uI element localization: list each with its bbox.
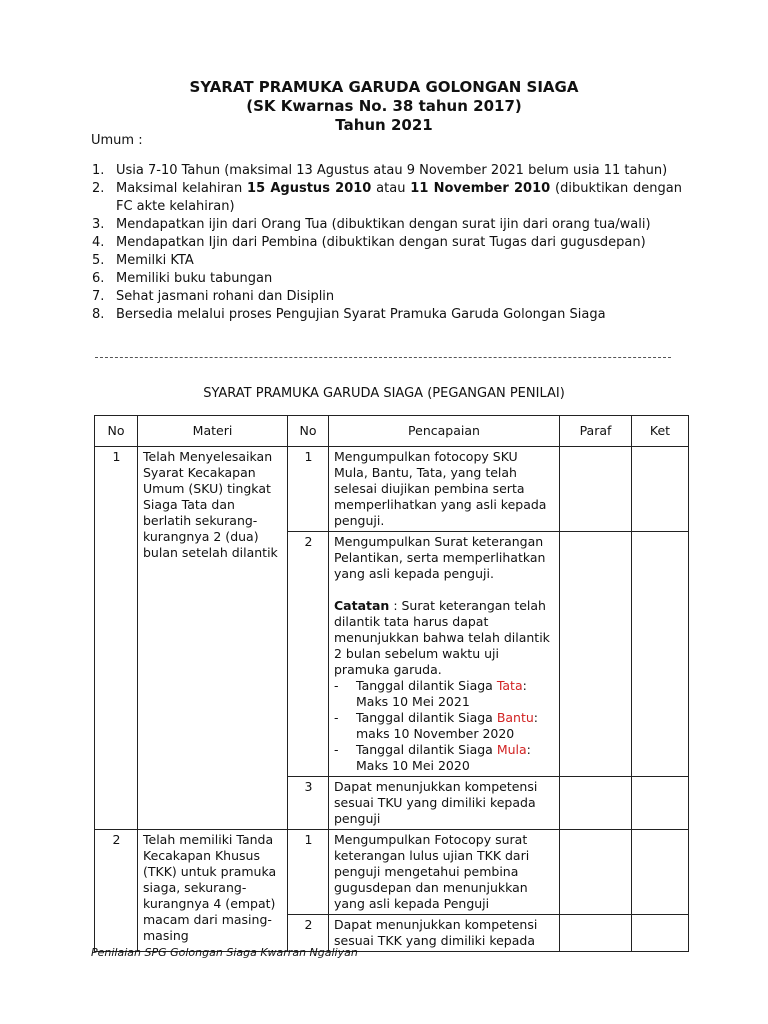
pencapaian-cell: Dapat menunjukkan kompetensi sesuai TKK yang dimiliki kepada: [329, 915, 560, 952]
pencapaian-cell: Mengumpulkan fotocopy SKU Mula, Bantu, Tata, yang telah selesai diujikan pembina serta memperlihatkan yang asli kepada penguji.: [329, 447, 560, 532]
row-number: 1: [95, 447, 138, 830]
title-line-3: Tahun 2021: [335, 116, 433, 134]
ket-cell: [632, 915, 689, 952]
list-item: - Tanggal dilantik Siaga Bantu: maks 10 November 2020: [334, 710, 539, 741]
header-pencapaian: Pencapaian: [329, 416, 560, 447]
materi-cell: Telah memiliki Tanda Kecakapan Khusus (TKK) untuk pramuka siaga, sekurang-kurangnya 4 (empat) macam dari masing-masing: [138, 830, 288, 952]
catatan-note: Catatan : Surat keterangan telah dilantik tata harus dapat menunjukkan bahwa telah dilantik 2 bulan sebelum waktu uji pramuka garuda.: [334, 598, 550, 677]
list-item: 4. Mendapatkan Ijin dari Pembina (dibuktikan dengan surat Tugas dari gugusdepan): [92, 235, 646, 250]
document-title: [0, 78, 768, 135]
header-ket: Ket: [632, 416, 689, 447]
sub-number: 1: [288, 447, 329, 532]
table-header-row: [95, 416, 689, 447]
paraf-cell: [560, 447, 632, 532]
list-item: 5. Memilki KTA: [92, 253, 194, 268]
paraf-cell: [560, 532, 632, 777]
page-footer: Penilaian SPG Golongan Siaga Kwarran Ngaliyan: [91, 946, 358, 959]
table-row: [95, 447, 689, 532]
list-item: 2. Maksimal kelahiran 15 Agustus 2010 atau 11 November 2010 (dibuktikan dengan FC akte kelahiran): [92, 181, 682, 214]
title-line-2: (SK Kwarnas No. 38 tahun 2017): [246, 97, 522, 115]
materi-cell: Telah Menyelesaikan Syarat Kecakapan Umum (SKU) tingkat Siaga Tata dan berlatih sekurang-kurangnya 2 (dua) bulan setelah dilantik: [138, 447, 288, 830]
section-title: SYARAT PRAMUKA GARUDA SIAGA (PEGANGAN PENILAI): [203, 386, 565, 401]
list-item: - Tanggal dilantik Siaga Mula: Maks 10 Mei 2020: [334, 742, 531, 773]
pencapaian-cell: Mengumpulkan Fotocopy surat keterangan lulus ujian TKK dari penguji mengetahui pembina gugusdepan dan menunjukkan yang asli kepada Penguji: [329, 830, 560, 915]
header-materi: Materi: [138, 416, 288, 447]
ket-cell: [632, 447, 689, 532]
list-item: 7. Sehat jasmani rohani dan Disiplin: [92, 289, 335, 304]
row-number: 2: [95, 830, 138, 952]
list-item: 6. Memiliki buku tabungan: [92, 271, 273, 286]
sub-number: 2: [288, 532, 329, 777]
title-line-1: SYARAT PRAMUKA GARUDA GOLONGAN SIAGA: [189, 78, 579, 96]
paraf-cell: [560, 915, 632, 952]
date-list: [334, 678, 555, 774]
list-item: - Tanggal dilantik Siaga Tata: Maks 10 Mei 2021: [334, 678, 527, 709]
assessment-table: [94, 415, 689, 952]
ket-cell: [632, 532, 689, 777]
pencapaian-text: Mengumpulkan Surat keterangan Pelantikan, serta memperlihatkan yang asli kepada penguji.: [334, 534, 546, 581]
list-item: 3. Mendapatkan ijin dari Orang Tua (dibuktikan dengan surat ijin dari orang tua/wali): [92, 217, 651, 232]
paraf-cell: [560, 777, 632, 830]
sub-number: 3: [288, 777, 329, 830]
general-requirements-list: [92, 162, 682, 324]
ket-cell: [632, 777, 689, 830]
header-paraf: Paraf: [560, 416, 632, 447]
paraf-cell: [560, 830, 632, 915]
ket-cell: [632, 830, 689, 915]
pencapaian-cell: Dapat menunjukkan kompetensi sesuai TKU yang dimiliki kepada penguji: [329, 777, 560, 830]
table-row: [95, 830, 689, 915]
list-item: 1. Usia 7-10 Tahun (maksimal 13 Agustus atau 9 November 2021 belum usia 11 tahun): [92, 163, 668, 178]
sub-number: 2: [288, 915, 329, 952]
pencapaian-cell: [329, 532, 560, 777]
list-item: 8. Bersedia melalui proses Pengujian Syarat Pramuka Garuda Golongan Siaga: [92, 307, 606, 322]
umum-label: Umum :: [91, 133, 143, 148]
header-no: No: [95, 416, 138, 447]
dashed-divider: [95, 357, 671, 358]
header-no-2: No: [288, 416, 329, 447]
sub-number: 1: [288, 830, 329, 915]
